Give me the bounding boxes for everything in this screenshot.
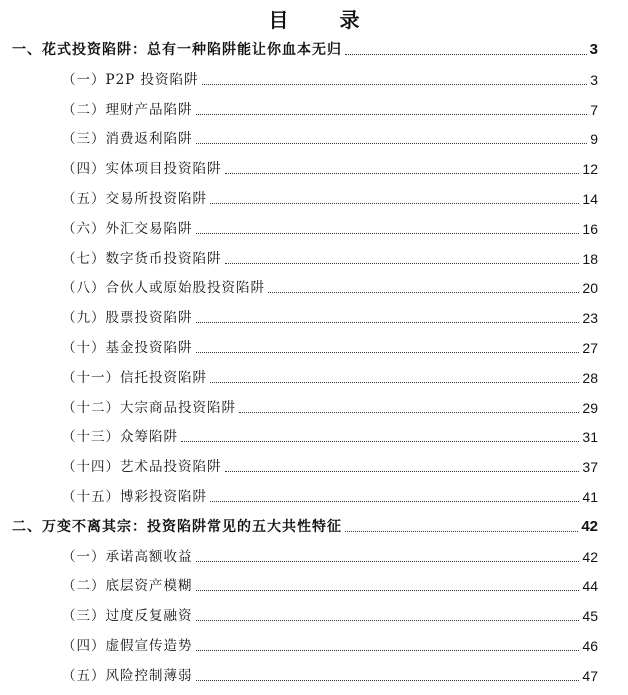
toc-item-label: （三）过度反复融资 [62,608,193,625]
dot-leader [210,382,579,383]
toc-item-1-7[interactable] [62,247,598,269]
toc-item-label: （三）消费返利陷阱 [62,131,193,148]
toc-item-1-15[interactable] [62,485,598,507]
toc-page-number: 23 [582,310,598,327]
toc-item-1-6[interactable] [62,217,598,239]
dot-leader [268,292,579,293]
toc-item-label: （五）风险控制薄弱 [62,667,193,684]
toc-page-number: 14 [582,191,598,207]
dot-leader [345,54,587,55]
toc-page-number: 29 [582,399,598,416]
toc-item-1-8[interactable] [62,276,598,298]
toc-page-number: 27 [582,340,598,356]
toc-item-label: （九）股票投资陷阱 [62,310,193,327]
toc-item-1-12[interactable] [62,396,598,418]
toc-page-number: 42 [581,517,598,535]
toc-item-label: （一）P2P 投资陷阱 [62,71,199,88]
dot-leader [196,590,580,591]
toc-item-label: （六）外汇交易陷阱 [62,220,193,237]
dot-leader [225,173,580,174]
toc-page-number: 28 [582,369,598,386]
toc-item-label: （二）理财产品陷阱 [62,101,193,118]
toc-section-label: 一、花式投资陷阱：总有一种陷阱能让你血本无归 [12,42,342,58]
toc-page-number: 16 [582,220,598,237]
toc-item-label: （五）交易所投资陷阱 [62,191,207,207]
dot-leader [196,620,580,621]
toc-item-1-1[interactable] [62,68,598,90]
dot-leader [196,561,580,562]
toc-item-2-2[interactable] [62,574,598,596]
dot-leader [225,471,580,472]
toc-item-label: （一）承诺高额收益 [62,548,193,565]
toc-item-label: （四）实体项目投资陷阱 [62,161,222,178]
toc-item-label: （八）合伙人或原始股投资陷阱 [62,280,265,297]
dot-leader [225,263,580,264]
dot-leader [239,412,579,413]
toc-item-label: （十四）艺术品投资陷阱 [62,459,222,476]
dot-leader [196,680,580,681]
toc-page-number: 18 [582,250,598,267]
dot-leader [196,650,580,651]
toc-item-label: （十三）众筹陷阱 [62,429,178,446]
toc-page-number: 47 [582,667,598,684]
toc-item-1-3[interactable] [62,127,598,149]
toc-page-number: 3 [589,41,598,58]
toc-item-1-10[interactable] [62,336,598,358]
toc-page-number: 45 [582,608,598,625]
toc-section-1[interactable] [12,38,598,60]
toc-page-number: 41 [582,489,598,505]
toc-page-number: 7 [590,101,598,118]
toc-page-number: 37 [582,459,598,476]
dot-leader [202,84,588,85]
dot-leader [181,441,579,442]
dot-leader [210,501,579,502]
dot-leader [196,114,588,115]
toc-page-number: 42 [582,548,598,565]
toc-item-2-5[interactable] [62,664,598,686]
toc-item-1-5[interactable] [62,187,598,209]
toc-item-label: （十）基金投资陷阱 [62,340,193,356]
toc-item-2-4[interactable] [62,634,598,656]
toc-page-number: 46 [582,638,598,654]
toc-item-label: （七）数字货币投资陷阱 [62,250,222,267]
toc-page-number: 12 [582,161,598,178]
toc-item-1-13[interactable] [62,425,598,447]
toc-item-1-9[interactable] [62,306,598,328]
dot-leader [345,531,578,532]
toc-item-1-14[interactable] [62,455,598,477]
dot-leader [210,203,579,204]
toc-item-2-1[interactable] [62,545,598,567]
toc-item-label: （四）虚假宣传造势 [62,638,193,654]
toc-item-2-3[interactable] [62,604,598,626]
toc-item-label: （十五）博彩投资陷阱 [62,489,207,505]
dot-leader [196,143,588,144]
toc-section-2[interactable] [12,515,598,537]
toc-page-number: 3 [590,71,598,88]
toc-section-label: 二、万变不离其宗：投资陷阱常见的五大共性特征 [12,518,342,535]
toc-item-1-11[interactable] [62,366,598,388]
toc-item-1-2[interactable] [62,98,598,120]
toc-page-number: 31 [582,429,598,446]
dot-leader [196,233,580,234]
toc-item-label: （十一）信托投资陷阱 [62,369,207,386]
toc-page-number: 20 [582,280,598,297]
toc-page-number: 44 [582,578,598,595]
toc-item-label: （二）底层资产模糊 [62,578,193,595]
page-title: 目 录 [268,8,382,32]
toc-item-1-4[interactable] [62,157,598,179]
toc-page-number: 9 [590,131,598,148]
dot-leader [196,322,580,323]
toc-item-label: （十二）大宗商品投资陷阱 [62,399,236,416]
dot-leader [196,352,580,353]
